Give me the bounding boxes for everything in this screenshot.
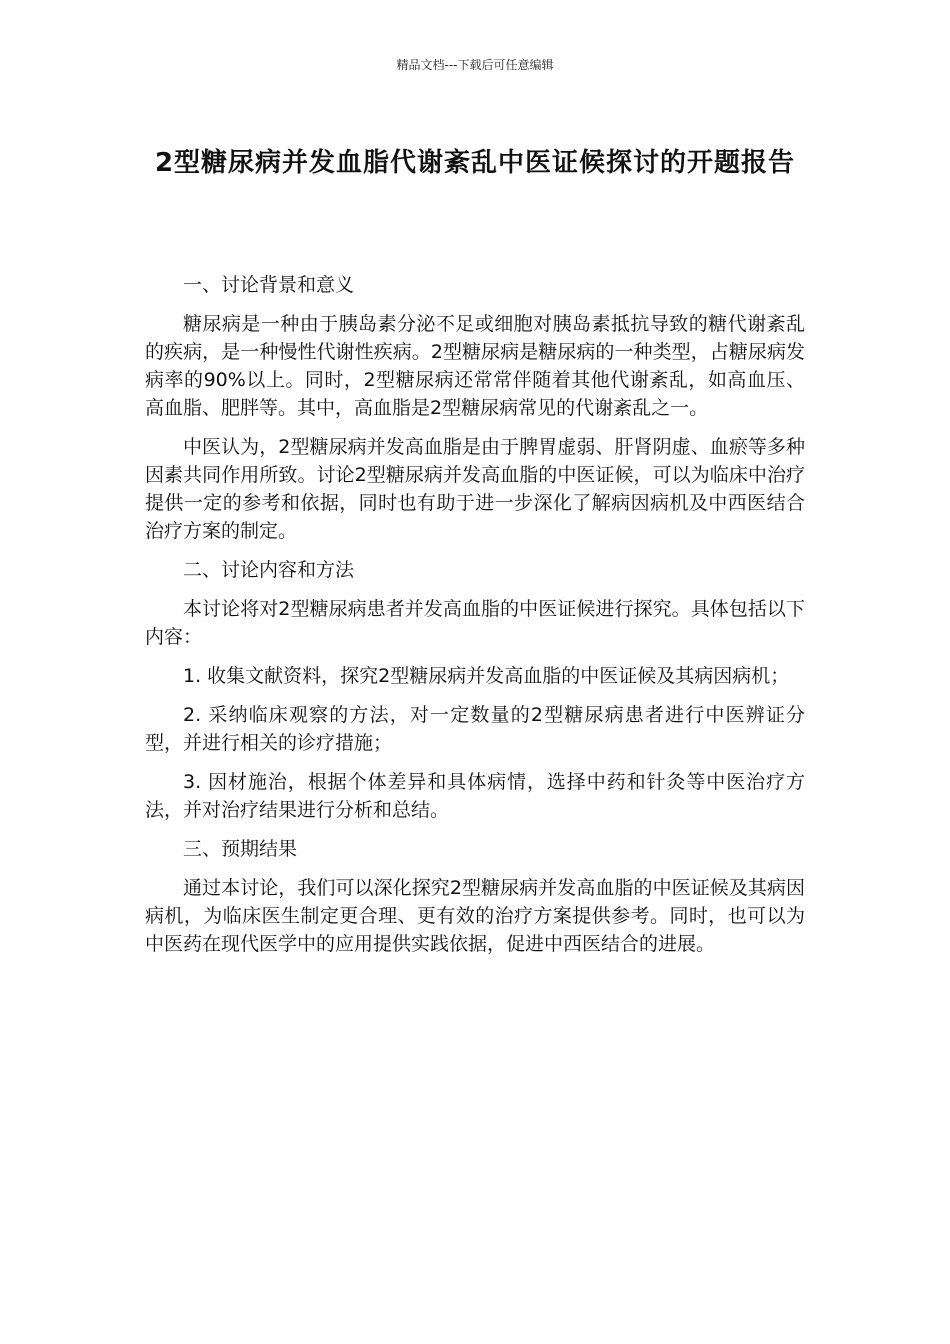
list-item-method-3: 3. 因材施治，根据个体差异和具体病情，选择中药和针灸等中医治疗方法，并对治疗结果进行分析和总结。 <box>145 771 805 821</box>
document-title: 2型糖尿病并发血脂代谢紊乱中医证候探讨的开题报告 <box>154 148 796 178</box>
document-body <box>145 271 805 969</box>
header-note: 精品文档---下载后可任意编辑 <box>396 58 554 72</box>
paragraph-background-1: 糖尿病是一种由于胰岛素分泌不足或细胞对胰岛素抵抗导致的糖代谢紊乱的疾病，是一种慢性代谢性疾病。2型糖尿病是糖尿病的一种类型，占糖尿病发病率的90%以上。同时，2型糖尿病还常常伴随着其他代谢紊乱，如高血压、高血脂、肥胖等。其中，高血脂是2型糖尿病常见的代谢紊乱之一。 <box>145 313 805 419</box>
list-item-method-2: 2. 采纳临床观察的方法，对一定数量的2型糖尿病患者进行中医辨证分型，并进行相关的诊疗措施； <box>145 704 805 754</box>
list-item-method-1: 1. 收集文献资料，探究2型糖尿病并发高血脂的中医证候及其病因病机； <box>183 665 790 687</box>
section-heading-methods: 二、讨论内容和方法 <box>183 559 355 581</box>
section-heading-results: 三、预期结果 <box>183 838 298 860</box>
paragraph-methods-intro: 本讨论将对2型糖尿病患者并发高血脂的中医证候进行探究。具体包括以下内容： <box>145 598 805 648</box>
section-heading-background: 一、讨论背景和意义 <box>183 274 355 296</box>
paragraph-background-2: 中医认为，2型糖尿病并发高血脂是由于脾胃虚弱、肝肾阴虚、血瘀等多种因素共同作用所致。讨论2型糖尿病并发高血脂的中医证候，可以为临床中治疗提供一定的参考和依据，同时也有助于进一步深化了解病因病机及中西医结合治疗方案的制定。 <box>145 436 805 542</box>
paragraph-results: 通过本讨论，我们可以深化探究2型糖尿病并发高血脂的中医证候及其病因病机，为临床医生制定更合理、更有效的治疗方案提供参考。同时，也可以为中医药在现代医学中的应用提供实践依据，促进中西医结合的进展。 <box>145 877 805 955</box>
